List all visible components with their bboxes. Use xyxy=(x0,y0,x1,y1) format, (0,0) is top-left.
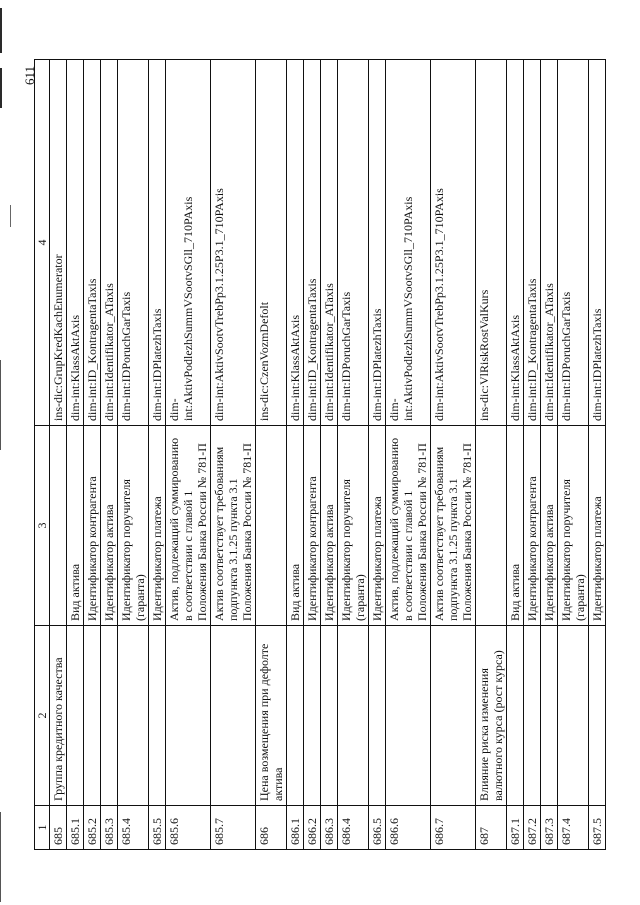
row-number-cell-text: 685.2 xyxy=(85,818,99,845)
indicator-name-cell xyxy=(338,426,369,626)
table-row xyxy=(67,60,84,850)
taxonomy-code-cell xyxy=(84,60,101,426)
row-number-cell-text: 686 xyxy=(257,827,271,845)
taxonomy-code-cell-text: dim-int:ID_KontragentaTaxis xyxy=(525,278,539,421)
row-number-cell xyxy=(541,806,558,850)
taxonomy-code-cell xyxy=(211,60,256,426)
row-number-cell-text: 686.1 xyxy=(288,818,302,845)
taxonomy-code-cell-text: ins-dic:GrupKredKachEnumerator xyxy=(51,254,65,421)
indicator-name-cell-text: Идентификатор контрагента xyxy=(305,476,319,621)
row-number-cell xyxy=(304,806,321,850)
row-number-cell xyxy=(50,806,67,850)
row-number-cell-text: 686.2 xyxy=(305,818,319,845)
indicator-group-cell xyxy=(166,626,211,806)
row-number-cell-text: 685.1 xyxy=(68,818,82,845)
row-number-cell-text: 687.1 xyxy=(508,818,522,845)
row-number-cell xyxy=(507,806,524,850)
indicator-name-cell xyxy=(431,426,476,626)
indicator-group-cell xyxy=(67,626,84,806)
table-row xyxy=(50,60,67,850)
row-number-cell xyxy=(118,806,149,850)
table-row xyxy=(369,60,386,850)
indicator-group-cell xyxy=(338,626,369,806)
taxonomy-code-cell-text: dim-int:IDPlatezhTaxis xyxy=(370,308,384,421)
indicator-group-cell-text: Цена возмещения при дефолте актива xyxy=(257,640,285,801)
taxonomy-code-cell-text: dim- int:AktivPodlezhSummVSootvSGll_710PAxis xyxy=(387,196,415,421)
taxonomy-code-cell xyxy=(476,60,507,426)
row-number-cell xyxy=(67,806,84,850)
indicator-name-cell xyxy=(118,426,149,626)
indicator-name-cell xyxy=(84,426,101,626)
table-body xyxy=(50,60,606,850)
taxonomy-code-cell xyxy=(589,60,606,426)
row-number-cell-text: 687.5 xyxy=(590,818,604,845)
table-row xyxy=(476,60,507,850)
taxonomy-code-cell-text: dim-int:ID_KontragentaTaxis xyxy=(85,278,99,421)
indicator-group-cell xyxy=(524,626,541,806)
indicator-name-cell xyxy=(386,426,431,626)
indicator-group-cell xyxy=(304,626,321,806)
row-number-cell xyxy=(386,806,431,850)
row-number-cell xyxy=(338,806,369,850)
indicator-name-cell-text: Идентификатор актива xyxy=(102,504,116,621)
taxonomy-code-cell xyxy=(541,60,558,426)
row-number-cell-text: 686.4 xyxy=(339,818,353,845)
indicator-name-cell-text: Идентификатор актива xyxy=(322,504,336,621)
indicator-name-cell-text: Идентификатор поручителя (гаранта) xyxy=(339,476,367,621)
indicator-name-cell-text: Вид актива xyxy=(288,563,302,621)
taxonomy-code-cell xyxy=(524,60,541,426)
rotated-page xyxy=(22,60,606,850)
register-table xyxy=(34,59,606,850)
table-row xyxy=(507,60,524,850)
indicator-name-cell xyxy=(67,426,84,626)
row-number-cell xyxy=(149,806,166,850)
row-number-cell-text: 685 xyxy=(51,827,65,845)
page-number: 611 xyxy=(22,66,37,86)
indicator-name-cell-text: Актив, подлежащий суммированию в соответствии с главой 1 Положения Банка России № 781-П xyxy=(387,434,429,621)
taxonomy-code-cell xyxy=(321,60,338,426)
taxonomy-code-cell-text: dim-int:IDPlatezhTaxis xyxy=(150,308,164,421)
row-number-cell xyxy=(256,806,287,850)
indicator-group-cell xyxy=(101,626,118,806)
row-number-cell-text: 685.5 xyxy=(150,818,164,845)
scan-edge-mark xyxy=(0,812,1,902)
indicator-name-cell-text: Вид актива xyxy=(508,563,522,621)
table-row xyxy=(256,60,287,850)
indicator-name-cell xyxy=(589,426,606,626)
indicator-name-cell xyxy=(524,426,541,626)
taxonomy-code-cell xyxy=(166,60,211,426)
scan-edge-mark xyxy=(0,68,2,108)
row-number-cell xyxy=(369,806,386,850)
indicator-name-cell-text: Идентификатор актива xyxy=(542,504,556,621)
table-row xyxy=(287,60,304,850)
row-number-cell xyxy=(476,806,507,850)
table-row xyxy=(84,60,101,850)
row-number-cell-text: 686.3 xyxy=(322,818,336,845)
indicator-group-cell xyxy=(386,626,431,806)
table-row xyxy=(386,60,431,850)
row-number-cell xyxy=(321,806,338,850)
indicator-name-cell xyxy=(211,426,256,626)
indicator-group-cell-text: Влияние риска изменения валютного курса (рост курса) xyxy=(477,650,505,801)
taxonomy-code-cell xyxy=(67,60,84,426)
indicator-name-cell xyxy=(149,426,166,626)
taxonomy-code-cell xyxy=(101,60,118,426)
indicator-name-cell-text: Актив соответствует требованиям подпункта 3.1.25 пункта 3.1 Положения Банка России № 781-П xyxy=(432,443,474,621)
table-row xyxy=(149,60,166,850)
row-number-cell xyxy=(287,806,304,850)
indicator-name-cell-text: Идентификатор контрагента xyxy=(85,476,99,621)
taxonomy-code-cell-text: ins-dic:CzenVozmDefolt xyxy=(257,301,271,421)
indicator-name-cell xyxy=(287,426,304,626)
row-number-cell xyxy=(431,806,476,850)
row-number-cell-text: 685.6 xyxy=(167,818,181,845)
indicator-name-cell-text: Идентификатор платежа xyxy=(150,496,164,621)
indicator-group-cell xyxy=(369,626,386,806)
row-number-cell xyxy=(211,806,256,850)
indicator-name-cell-text: Вид актива xyxy=(68,563,82,621)
column-header: 2 xyxy=(35,626,50,806)
indicator-group-cell xyxy=(118,626,149,806)
taxonomy-code-cell-text: dim-int:AktivSootvTrebPp3.1.25P3.1_710PAxis xyxy=(432,188,446,421)
taxonomy-code-cell-text: ins-dic:VlRiskRostValKurs xyxy=(477,289,491,421)
taxonomy-code-cell xyxy=(256,60,287,426)
taxonomy-code-cell-text: dim-int:IDPlatezhTaxis xyxy=(590,308,604,421)
indicator-group-cell xyxy=(507,626,524,806)
taxonomy-code-cell xyxy=(338,60,369,426)
row-number-cell-text: 685.3 xyxy=(102,818,116,845)
indicator-name-cell xyxy=(321,426,338,626)
taxonomy-code-cell-text: dim-int:ID_KontragentaTaxis xyxy=(305,278,319,421)
column-header: 3 xyxy=(35,426,50,626)
taxonomy-code-cell xyxy=(431,60,476,426)
indicator-name-cell xyxy=(166,426,211,626)
indicator-name-cell xyxy=(476,426,507,626)
indicator-group-cell xyxy=(50,626,67,806)
table-row xyxy=(558,60,589,850)
row-number-cell-text: 687 xyxy=(477,827,491,845)
taxonomy-code-cell-text: dim-int:KlassAktAxis xyxy=(508,314,522,421)
column-header: 1 xyxy=(35,806,50,850)
indicator-group-cell xyxy=(476,626,507,806)
row-number-cell-text: 685.7 xyxy=(212,818,226,845)
indicator-group-cell xyxy=(149,626,166,806)
taxonomy-code-cell-text: dim-int:IDPoruchGarTaxis xyxy=(559,291,573,421)
table-row xyxy=(589,60,606,850)
table-row xyxy=(524,60,541,850)
indicator-name-cell xyxy=(50,426,67,626)
row-number-cell xyxy=(166,806,211,850)
row-number-cell-text: 686.6 xyxy=(387,818,401,845)
table-row xyxy=(166,60,211,850)
indicator-group-cell xyxy=(431,626,476,806)
indicator-name-cell xyxy=(369,426,386,626)
indicator-name-cell xyxy=(101,426,118,626)
taxonomy-code-cell xyxy=(287,60,304,426)
taxonomy-code-cell xyxy=(369,60,386,426)
scan-edge-mark xyxy=(0,360,1,450)
row-number-cell-text: 685.4 xyxy=(119,818,133,845)
indicator-name-cell-text: Идентификатор платежа xyxy=(370,496,384,621)
taxonomy-code-cell-text: dim-int:Identifikator_ATaxis xyxy=(542,283,556,421)
indicator-name-cell xyxy=(256,426,287,626)
table-header-row xyxy=(35,60,50,850)
table-row xyxy=(304,60,321,850)
row-number-cell xyxy=(101,806,118,850)
taxonomy-code-cell xyxy=(50,60,67,426)
taxonomy-code-cell xyxy=(149,60,166,426)
indicator-group-cell xyxy=(287,626,304,806)
taxonomy-code-cell-text: dim-int:Identifikator_ATaxis xyxy=(322,283,336,421)
row-number-cell xyxy=(589,806,606,850)
indicator-name-cell-text: Актив, подлежащий суммированию в соответствии с главой 1 Положения Банка России № 781-П xyxy=(167,434,209,621)
row-number-cell-text: 686.7 xyxy=(432,818,446,845)
taxonomy-code-cell-text: dim-int:Identifikator_ATaxis xyxy=(102,283,116,421)
indicator-group-cell xyxy=(84,626,101,806)
indicator-group-cell xyxy=(256,626,287,806)
table-row xyxy=(118,60,149,850)
taxonomy-code-cell-text: dim-int:KlassAktAxis xyxy=(288,314,302,421)
indicator-name-cell xyxy=(541,426,558,626)
taxonomy-code-cell-text: dim-int:IDPoruchGarTaxis xyxy=(339,291,353,421)
taxonomy-code-cell xyxy=(507,60,524,426)
indicator-group-cell xyxy=(321,626,338,806)
row-number-cell-text: 686.5 xyxy=(370,818,384,845)
taxonomy-code-cell xyxy=(558,60,589,426)
row-number-cell-text: 687.2 xyxy=(525,818,539,845)
table-row xyxy=(431,60,476,850)
taxonomy-code-cell-text: dim-int:AktivSootvTrebPp3.1.25P3.1_710PAxis xyxy=(212,188,226,421)
taxonomy-code-cell xyxy=(386,60,431,426)
scan-edge-mark xyxy=(0,8,2,53)
indicator-name-cell xyxy=(558,426,589,626)
row-number-cell-text: 687.3 xyxy=(542,818,556,845)
row-number-cell-text: 687.4 xyxy=(559,818,573,845)
taxonomy-code-cell xyxy=(118,60,149,426)
taxonomy-code-cell-text: dim-int:KlassAktAxis xyxy=(68,314,82,421)
indicator-group-cell xyxy=(211,626,256,806)
taxonomy-code-cell xyxy=(304,60,321,426)
taxonomy-code-cell-text: dim-int:IDPoruchGarTaxis xyxy=(119,291,133,421)
indicator-name-cell-text: Идентификатор платежа xyxy=(590,496,604,621)
row-number-cell xyxy=(558,806,589,850)
indicator-name-cell-text: Идентификатор поручителя (гаранта) xyxy=(559,476,587,621)
indicator-name-cell xyxy=(304,426,321,626)
indicator-name-cell-text: Актив соответствует требованиям подпункта 3.1.25 пункта 3.1 Положения Банка России № 781-П xyxy=(212,443,254,621)
table-row xyxy=(541,60,558,850)
row-number-cell xyxy=(524,806,541,850)
table-row xyxy=(321,60,338,850)
indicator-group-cell xyxy=(541,626,558,806)
row-number-cell xyxy=(84,806,101,850)
taxonomy-code-cell-text: dim- int:AktivPodlezhSummVSootvSGll_710PAxis xyxy=(167,196,195,421)
column-header: 4 xyxy=(35,60,50,426)
indicator-group-cell-text: Группа кредитного качества xyxy=(51,657,65,801)
table-row xyxy=(211,60,256,850)
indicator-group-cell xyxy=(558,626,589,806)
indicator-name-cell-text: Идентификатор контрагента xyxy=(525,476,539,621)
indicator-name-cell xyxy=(507,426,524,626)
scan-artifact xyxy=(10,205,11,227)
table-row xyxy=(338,60,369,850)
indicator-name-cell-text: Идентификатор поручителя (гаранта) xyxy=(119,476,147,621)
indicator-group-cell xyxy=(589,626,606,806)
table-row xyxy=(101,60,118,850)
